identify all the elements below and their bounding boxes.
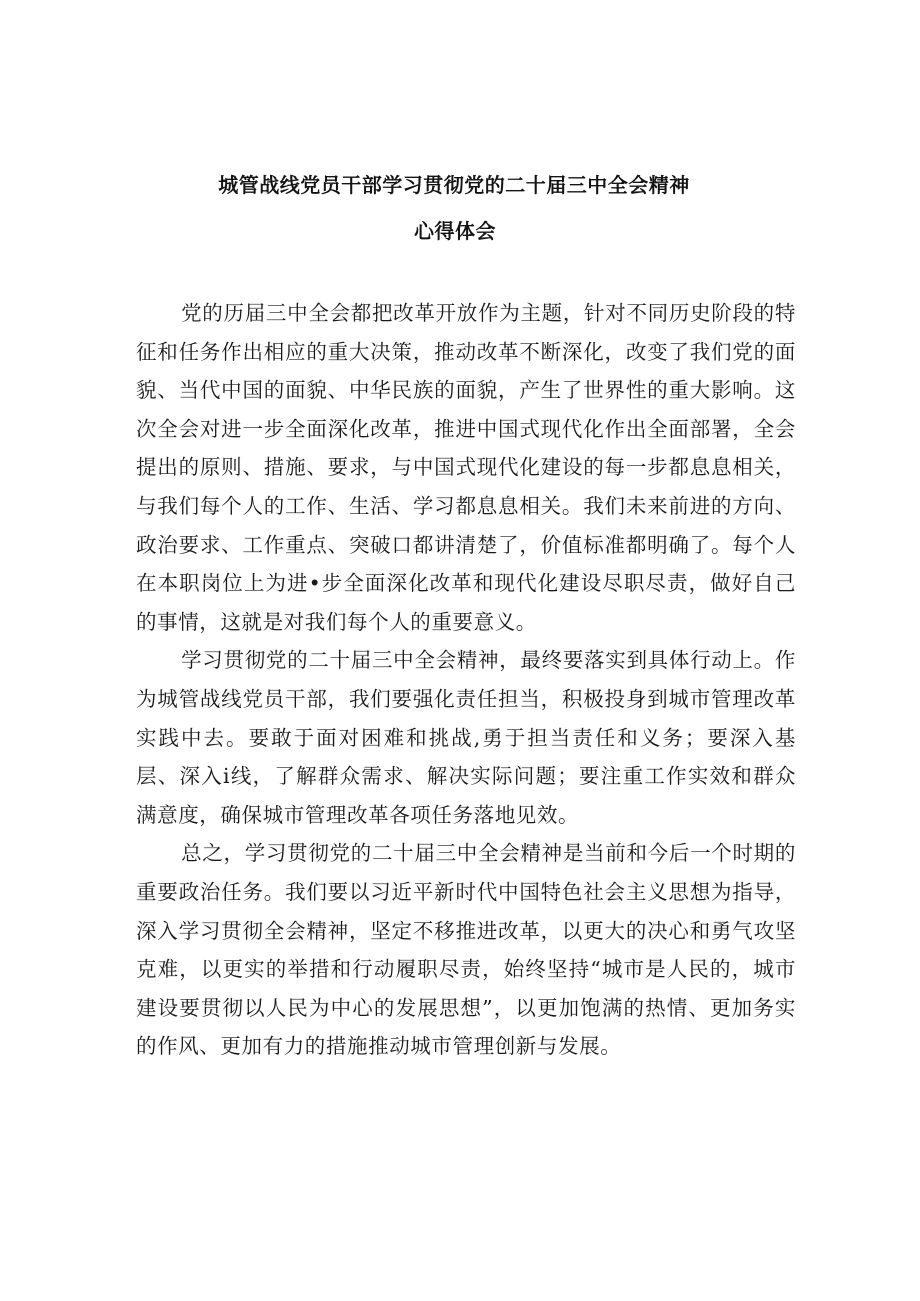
title-line-1: 城管战线党员干部学习贯彻党的二十届三中全会精神 [218,173,690,197]
paragraph-1: 党的历届三中全会都把改革开放作为主题，针对不同历史阶段的特征和任务作出相应的重大决策，推动改革不断深化，改变了我们党的面貌、当代中国的面貌、中华民族的面貌，产生了世界性的重大影响。这次全会对进一步全面深化改革，推进中国式现代化作出全面部署，全会提出的原则、措施、要求，与中国式现代化建设的每一步都息息相关，与我们每个人的工作、生活、学习都息息相关。我们未来前进的方向、政治要求、工作重点、突破口都讲清楚了，价值标准都明确了。每个人在本职岗位上为进•步全面深化改革和现代化建设尽职尽责，做好自己的事情，这就是对我们每个人的重要意义。 [136,301,796,634]
title-line-2: 心得体会 [414,219,496,243]
document-body [136,294,796,1066]
paragraph-3: 总之，学习贯彻党的二十届三中全会精神是当前和今后一个时期的重要政治任务。我们要以习近平新时代中国特色社会主义思想为指导，深入学习贯彻全会精神，坚定不移推进改革，以更大的决心和勇气攻坚克难，以更实的举措和行动履职尽责，始终坚持“城市是人民的，城市建设要贯彻以人民为中心的发展思想”，以更加饱满的热情、更加务实的作风、更加有力的措施推动城市管理创新与发展。 [136,841,796,1059]
document-title [0,162,920,254]
paragraph-2: 学习贯彻党的二十届三中全会精神，最终要落实到具体行动上。作为城管战线党员干部，我们要强化责任担当，积极投身到城市管理改革实践中去。要敢于面对困难和挑战,勇于担当责任和义务；要深入基层、深入i线，了解群众需求、解决实际问题；要注重工作实效和群众满意度，确保城市管理改革各项任务落地见效。 [136,648,796,827]
